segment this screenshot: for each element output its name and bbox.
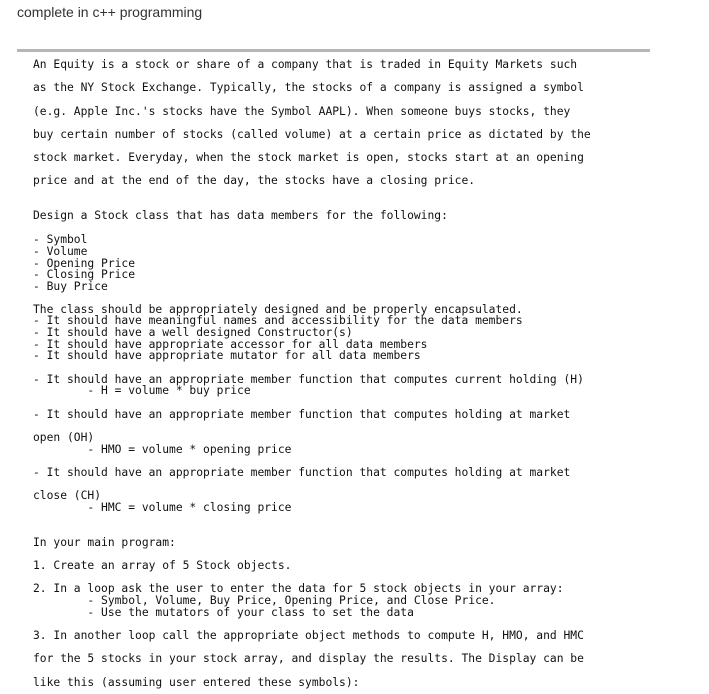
main-step: 3. In another loop call the appropriate object methods to compute H, HMO, and HMC — [33, 629, 584, 642]
main-substep: - Use the mutators of your class to set the data — [33, 606, 414, 619]
intro-line: price and at the end of the day, the stocks have a closing price. — [33, 174, 476, 187]
main-substep: - Symbol, Volume, Buy Price, Opening Price, and Close Price. — [33, 594, 496, 607]
member-item: - Opening Price — [33, 257, 136, 270]
intro-line: (e.g. Apple Inc.'s stocks have the Symbol AAPL). When someone buys stocks, they — [33, 105, 571, 118]
requirement-line: - It should have meaningful names and accessibility for the data members — [33, 314, 523, 327]
intro-line: stock market. Everyday, when the stock market is open, stocks start at an opening — [33, 151, 584, 164]
member-item: - Buy Price — [33, 280, 108, 293]
divider — [17, 49, 650, 52]
open-holding-formula: - HMO = volume * opening price — [33, 443, 292, 456]
main-heading: In your main program: — [33, 536, 176, 549]
close-holding-line: close (CH) — [33, 489, 102, 502]
intro-line: as the NY Stock Exchange. Typically, the stocks of a company is assigned a symbol — [33, 81, 584, 94]
member-item: - Volume — [33, 245, 88, 258]
main-step: for the 5 stocks in your stock array, and display the results. The Display can be — [33, 652, 584, 665]
question-title: complete in c++ programming — [17, 4, 203, 20]
requirement-line: The class should be appropriately designed and be properly encapsulated. — [33, 303, 523, 316]
main-step: like this (assuming user entered these symbols): — [33, 676, 360, 689]
close-holding-line: - It should have an appropriate member function that computes holding at market — [33, 466, 571, 479]
open-holding-line: open (OH) — [33, 431, 95, 444]
requirement-line: - It should have appropriate accessor for all data members — [33, 338, 428, 351]
current-holding-formula: - H = volume * buy price — [33, 384, 251, 397]
main-step: 1. Create an array of 5 Stock objects. — [33, 559, 292, 572]
member-item: - Symbol — [33, 233, 88, 246]
close-holding-formula: - HMC = volume * closing price — [33, 501, 292, 514]
design-heading: Design a Stock class that has data members for the following: — [33, 209, 448, 222]
intro-line: buy certain number of stocks (called volume) at a certain price as dictated by the — [33, 128, 591, 141]
current-holding-line: - It should have an appropriate member function that computes current holding (H) — [33, 373, 584, 386]
open-holding-line: - It should have an appropriate member function that computes holding at market — [33, 408, 571, 421]
member-item: - Closing Price — [33, 268, 136, 281]
requirement-line: - It should have appropriate mutator for all data members — [33, 349, 421, 362]
intro-line: An Equity is a stock or share of a company that is traded in Equity Markets such — [33, 58, 578, 71]
requirement-line: - It should have a well designed Constructor(s) — [33, 326, 353, 339]
main-step: 2. In a loop ask the user to enter the data for 5 stock objects in your array: — [33, 582, 564, 595]
